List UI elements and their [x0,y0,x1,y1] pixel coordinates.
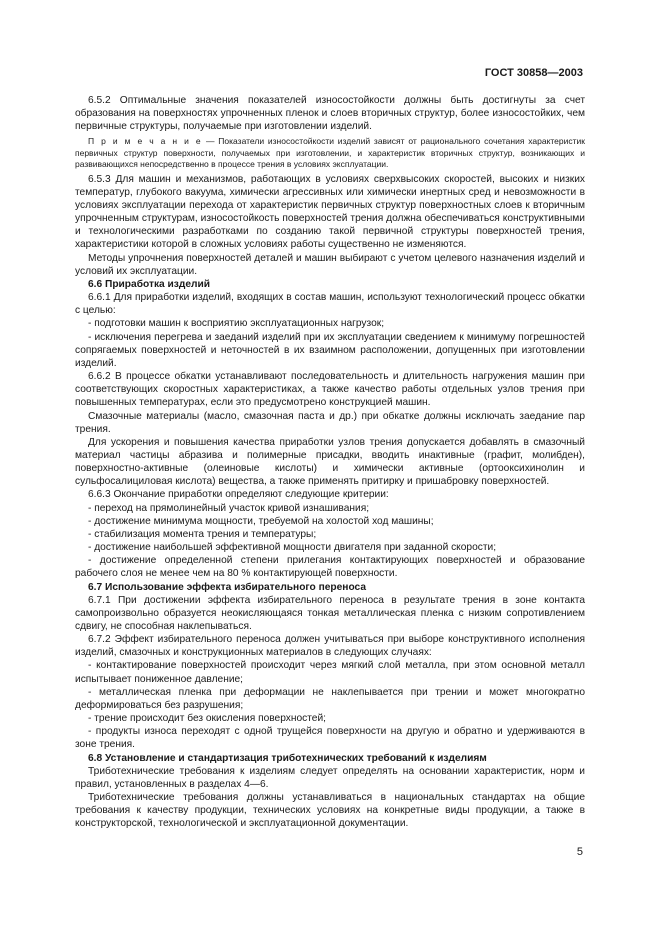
note-text: — Показатели износостойкости изделий зависят от рационального сочетания характеристик первичных структур поверхности, получаемых при изготовлении, и характеристик вторичных структур, возникающих и развивающихся непосредственно в процессе трения в условиях эксплуатации. [75,136,585,170]
body-paragraph: 6.5.2 Оптимальные значения показателей износостойкости должны быть достигнуты за счет образования на поверхностях упрочненных пленок и слоев вторичных структур, более износостойких, чем первичные структуры, получаемые при изготовлении изделий. [75,95,585,133]
body-paragraph: Смазочные материалы (масло, смазочная паста и др.) при обкатке должны исключать заедание пар трения. [75,410,585,435]
body-paragraph: - подготовки машин к восприятию эксплуатационных нагрузок; [88,318,385,330]
document-code-header: ГОСТ 30858—2003 [484,67,583,79]
body-paragraph: - продукты износа переходят с одной трущейся поверхности на другую и обратно и удерживаются в зоне трения. [75,726,585,751]
body-paragraph: - достижение наибольшей эффективной мощности двигателя при заданной скорости; [88,542,497,554]
section-heading: 6.7 Использование эффекта избирательного переноса [88,581,366,593]
body-paragraph: Для ускорения и повышения качества приработки узлов трения допускается добавлять в смазочный материал частицы абразива и полимерные присадки, вводить инактивные (графит, молибден), поверхностно-активные (олеиновые кислоты) и химически активные (ортооксихинолин и сульфосалициловая кислота) вещества, а также применять притирку и пришабровку поверхностей. [75,436,585,488]
body-paragraph: 6.6.3 Окончание приработки определяют следующие критерии: [88,489,389,501]
note-label: П р и м е ч а н и е [88,136,203,147]
body-paragraph: 6.7.1 При достижении эффекта избирательного переноса в результате трения в зоне контакта самопроизвольно образуется неокисляющаяся тонкая металлическая пленка с низким сопротивлением сдвигу, не способная наклепываться. [75,594,585,632]
section-heading: 6.6 Приработка изделий [88,278,210,290]
body-paragraph: Триботехнические требования к изделиям следует определять на основании характеристик, норм и правил, установленных в разделах 4—6. [75,765,585,790]
body-paragraph: - контактирование поверхностей происходит через мягкий слой металла, при этом основной металл испытывает пониженное давление; [75,660,585,685]
body-paragraph: - металлическая пленка при деформации не наклепывается при трении и может многократно деформироваться без разрушения; [75,686,585,711]
body-paragraph: Методы упрочнения поверхностей деталей и машин выбирают с учетом целевого назначения изделий и условий их эксплуатации. [75,252,585,277]
page-number: 5 [576,846,583,858]
body-paragraph: - переход на прямолинейный участок кривой изнашивания; [88,502,370,514]
body-paragraph: - исключения перегрева и заеданий изделий при их эксплуатации сведением к минимуму погрешностей сопрягаемых поверхностей и неточностей в их взаимном расположении, допущенных при изготовлении изделий. [75,331,585,369]
body-paragraph: 6.6.2 В процессе обкатки устанавливают последовательность и длительность нагружения машин при соответствующих скоростных характеристиках, а также качество работы отдельных узлов трения при повышенных температурах, если это предусмотрено конструкцией машин. [75,371,585,409]
body-paragraph: 6.5.3 Для машин и механизмов, работающих в условиях сверхвысоких скоростей, высоких и низких температур, глубокого вакуума, химически агрессивных или химически инертных сред и невозможности в условиях эксплуатации перехода от характеристик первичных структур поверхностных слоев к вторичным упрочненным структурам, износостойкость поверхностей трения должна обеспечиваться конструктивными и технологическими разработками по созданию такой первичной структуры поверхностей трения, характеристики которой в сложных условиях работы существенно не изменяются. [75,173,585,251]
body-paragraph: - трение происходит без окисления поверхностей; [88,713,326,725]
body-paragraph: 6.7.2 Эффект избирательного переноса должен учитываться при выборе конструктивного исполнения изделий, смазочных и конструкционных материалов в следующих случаях: [75,634,585,659]
section-heading: 6.8 Установление и стандартизация триботехнических требований к изделиям [88,752,487,764]
document-body [75,94,585,831]
body-paragraph: Триботехнические требования должны устанавливаться в национальных стандартах на общие требования к качеству продукции, технических условиях на конкретные виды продукции, а также в конструкторской, технологической и эксплуатационной документации. [75,792,585,830]
note-paragraph [75,136,585,170]
body-paragraph: - достижение минимума мощности, требуемой на холостой ход машины; [88,515,434,527]
body-paragraph: 6.6.1 Для приработки изделий, входящих в состав машин, используют технологический процесс обкатки с целью: [75,292,585,317]
body-paragraph: - достижение определенной степени прилегания контактирующих поверхностей и образование рабочего слоя не менее чем на 80 % контактирующей поверхности. [75,555,585,580]
body-paragraph: - стабилизация момента трения и температуры; [88,528,317,540]
